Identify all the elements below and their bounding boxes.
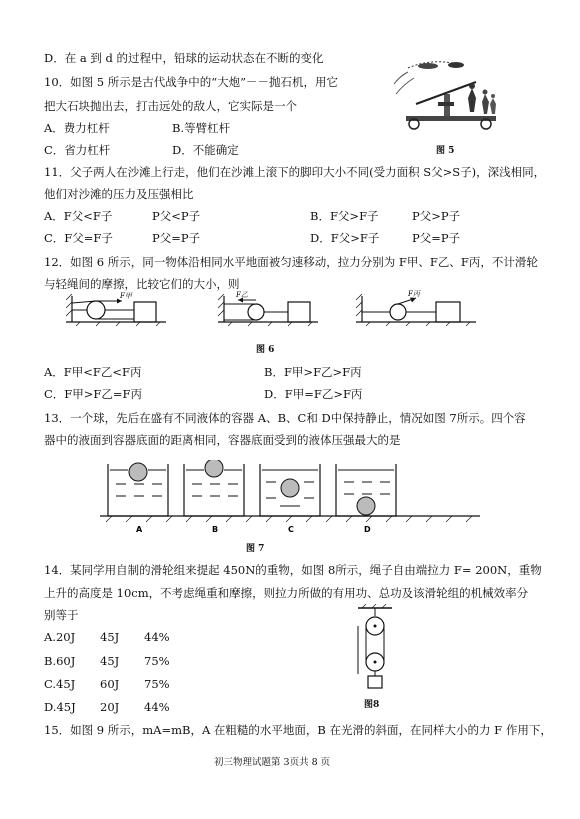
q12-option-a: A．F甲<F乙<F丙 xyxy=(44,365,142,379)
q14-option-a-v2: 44% xyxy=(144,630,170,644)
figure-7-caption: 图 7 xyxy=(246,544,265,554)
q11-line2: 他们对沙滩的压力及压强相比 xyxy=(44,187,194,201)
pulley-setup-1 xyxy=(66,292,166,326)
container-c xyxy=(260,464,320,516)
container-label-b: B xyxy=(212,525,219,532)
figure-6-pulleys xyxy=(66,290,486,330)
container-label-a: A xyxy=(136,525,143,532)
q14-option-c-key: C.45J xyxy=(44,677,76,691)
q11-option-c-force: C．F父=F子 xyxy=(44,231,113,245)
q12-line1: 12．如图 6 所示，同一物体沿相同水平地面被匀速移动，拉力分别为 F甲、F乙、F丙，不计滑轮 xyxy=(44,255,538,269)
pulley-diagrams xyxy=(66,290,486,330)
q12-line2: 与轻绳间的摩擦，比较它们的大小，则 xyxy=(44,277,240,291)
container-d xyxy=(336,464,396,516)
q10-line2: 把大石块抛出去，打击远处的敌人，它实际是一个 xyxy=(44,99,297,113)
q14-option-a-key: A.20J xyxy=(44,630,76,644)
q11-option-d-force: D．F父>F子 xyxy=(310,231,380,245)
f-bing-label: F丙 xyxy=(408,290,420,298)
container-label-d: D xyxy=(364,525,371,532)
figure-5-caption: 图 5 xyxy=(436,146,455,156)
q10-option-a: A．费力杠杆 xyxy=(44,121,110,135)
q10-option-b: B.等臂杠杆 xyxy=(172,121,231,135)
q14-option-d-key: D.45J xyxy=(44,700,76,714)
containers-diagram xyxy=(100,460,480,532)
f-yi-label: F乙 xyxy=(236,291,248,299)
figure-8-caption: 图8 xyxy=(364,700,380,710)
q11-option-b-pressure: P父>P子 xyxy=(412,209,461,223)
q10-option-d: D．不能确定 xyxy=(172,143,239,157)
q14-line1: 14．某同学用自制的滑轮组来提起 450N的重物，如图 8所示，绳子自由端拉力 F= 200N，重物 xyxy=(44,563,542,577)
pulley-block-diagram xyxy=(352,604,402,694)
q14-option-d-v1: 20J xyxy=(100,700,120,714)
q11-option-a-force: A．F父<F子 xyxy=(44,209,113,223)
container-a xyxy=(108,463,168,516)
q11-option-b-force: B．F父>F子 xyxy=(310,209,379,223)
pulley-setup-3 xyxy=(356,290,476,326)
figure-8-pulley-block xyxy=(352,604,402,694)
q12-option-c: C．F甲>F乙=F丙 xyxy=(44,387,143,401)
q11-option-c-pressure: P父=P子 xyxy=(152,231,201,245)
q11-option-d-pressure: P父=P子 xyxy=(412,231,461,245)
f-jia-label: F甲 xyxy=(120,292,132,300)
q14-option-a-v1: 45J xyxy=(100,630,120,644)
q11-option-a-pressure: P父<P子 xyxy=(152,209,201,223)
q13-line1: 13．一个球，先后在盛有不同液体的容器 A、B、C和 D中保持静止，情况如图 7所示。四个容 xyxy=(44,411,526,425)
q10-option-c: C．省力杠杆 xyxy=(44,143,111,157)
q13-line2: 器中的液面到容器底面的距离相同，容器底面受到的液体压强最大的是 xyxy=(44,433,401,447)
q14-option-b-key: B.60J xyxy=(44,654,76,668)
figure-6-caption: 图 6 xyxy=(256,345,275,355)
container-b xyxy=(184,460,244,516)
q14-option-b-v1: 45J xyxy=(100,654,120,668)
q9-option-d: D．在 a 到 d 的过程中，铅球的运动状态在不断的变化 xyxy=(44,51,324,65)
q11-line1: 11．父子两人在沙滩上行走，他们在沙滩上滚下的脚印大小不同(受力面积 S父>S子)，深浅相同， xyxy=(44,165,546,179)
q15-line1: 15．如图 9 所示，mA=mB，A 在粗糙的水平地面，B 在光滑的斜面，在同样大小的力 F 作用下， xyxy=(44,723,552,737)
pulley-setup-2 xyxy=(218,291,318,326)
q14-option-b-v2: 75% xyxy=(144,654,170,668)
q14-option-c-v1: 60J xyxy=(100,677,120,691)
container-label-c: C xyxy=(288,525,294,532)
q10-line1: 10．如图 5 所示是古代战争中的“大炮”－－抛石机，用它 xyxy=(44,75,339,89)
figure-5-catapult xyxy=(386,54,504,144)
catapult-illustration xyxy=(386,54,504,144)
q14-line2: 上升的高度是 10cm，不考虑绳重和摩擦，则拉力所做的有用功、总功及该滑轮组的机械效率分 xyxy=(44,586,529,600)
q12-option-d: D．F甲=F乙>F丙 xyxy=(264,387,363,401)
q14-line3: 别等于 xyxy=(44,608,79,622)
q12-option-b: B．F甲>F乙>F丙 xyxy=(264,365,362,379)
q14-option-d-v2: 44% xyxy=(144,700,170,714)
q14-option-c-v2: 75% xyxy=(144,677,170,691)
figure-7-containers xyxy=(100,460,480,532)
page-footer: 初三物理试题第 3页共 8 页 xyxy=(214,757,331,768)
